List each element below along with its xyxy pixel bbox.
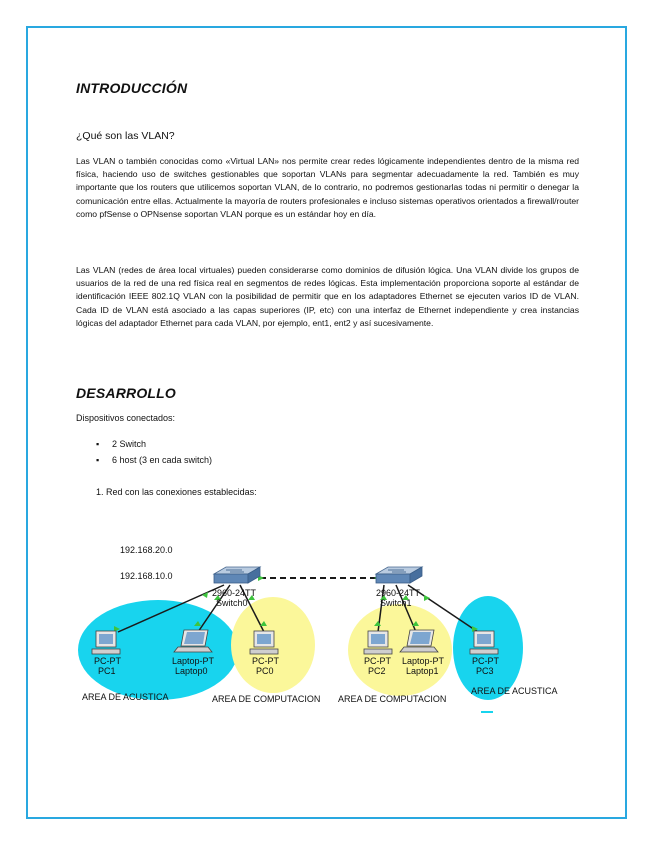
pc1-type: PC-PT: [94, 656, 121, 666]
switch1-icon: [376, 567, 422, 583]
pc2-name: PC2: [368, 666, 386, 676]
desarrollo-heading: DESARROLLO: [76, 385, 176, 401]
area-acustica-right-label: AREA DE ACUSTICA: [471, 686, 558, 696]
switch0-model: 2960-24TT: [212, 588, 257, 598]
pc0-type: PC-PT: [252, 656, 279, 666]
pc3-icon: [470, 631, 498, 654]
devices-list: [96, 436, 212, 468]
pc3-type: PC-PT: [472, 656, 499, 666]
step-1-label: 1. Red con las conexiones establecidas:: [96, 487, 257, 497]
area-acustica-right-tail: [481, 711, 493, 713]
laptop0-type: Laptop-PT: [172, 656, 215, 666]
pc2-type: PC-PT: [364, 656, 391, 666]
devices-label: Dispositivos conectados:: [76, 413, 176, 423]
device-item-hosts: ▪ 6 host (3 en cada switch): [96, 452, 212, 468]
pc0-name: PC0: [256, 666, 274, 676]
area-acustica-left-label: AREA DE ACUSTICA: [82, 692, 169, 702]
pc2-icon: [364, 631, 392, 654]
pc1-icon: [92, 631, 120, 654]
switch0-icon: [214, 567, 260, 583]
intro-paragraph-1: Las VLAN o también conocidas como «Virtual LAN» nos permite crear redes lógicamente independientes dentro de la misma red física, haciendo uso de switches gestionables que soportan VLANs para segmentar adecuadamente la red. También es muy importante que los routers que utilicemos soportan VLAN, de lo contrario, no podremos gestionarlas todas ni permitir o denegar la comunicación entre ellas. Actualmente la mayoría de routers profesionales e incluso sistemas operativos orientados a firewall/router como pfSense o OPNsense soportan VLAN porque es un estándar hoy en día.: [76, 156, 579, 219]
intro-heading: INTRODUCCIÓN: [76, 80, 188, 96]
ip-label-10: 192.168.10.0: [120, 571, 173, 581]
pc3-name: PC3: [476, 666, 494, 676]
pc1-name: PC1: [98, 666, 116, 676]
port-indicator: [424, 595, 430, 601]
area-computacion-right-label: AREA DE COMPUTACION: [338, 694, 447, 704]
ip-label-20: 192.168.20.0: [120, 545, 173, 555]
network-diagram: [78, 540, 578, 720]
switch0-name: Switch0: [216, 598, 248, 608]
laptop1-type: Laptop-PT: [402, 656, 445, 666]
pc0-icon: [250, 631, 278, 654]
switch1-model: 2960-24TT: [376, 588, 421, 598]
laptop1-name: Laptop1: [406, 666, 439, 676]
switch1-name: Switch1: [380, 598, 412, 608]
laptop0-name: Laptop0: [175, 666, 208, 676]
area-computacion-left-label: AREA DE COMPUTACION: [212, 694, 321, 704]
intro-paragraph-2: Las VLAN (redes de área local virtuales) pueden considerarse como dominios de difusión lógica. Una VLAN divide los grupos de usuarios de la red de una red física real en segmentos de redes lógicas. Esta implementación proporciona soporte al estándar de identificación IEEE 802.1Q VLAN con la posibilidad de permitir que en los adaptadores Ethernet se ejecuten varios ID de VLAN. Cada ID de VLAN está asociado a las capas superiores (IP, etc) con una interfaz de Ethernet independiente y crea instancias lógicas del adaptador Ethernet para cada VLAN, por ejemplo, ent1, ent2 y así sucesivamente.: [76, 265, 579, 328]
vlan-question: ¿Qué son las VLAN?: [76, 130, 175, 142]
area-acustica-right-bubble: [453, 596, 523, 700]
device-item-switch: ▪ 2 Switch: [96, 436, 212, 452]
